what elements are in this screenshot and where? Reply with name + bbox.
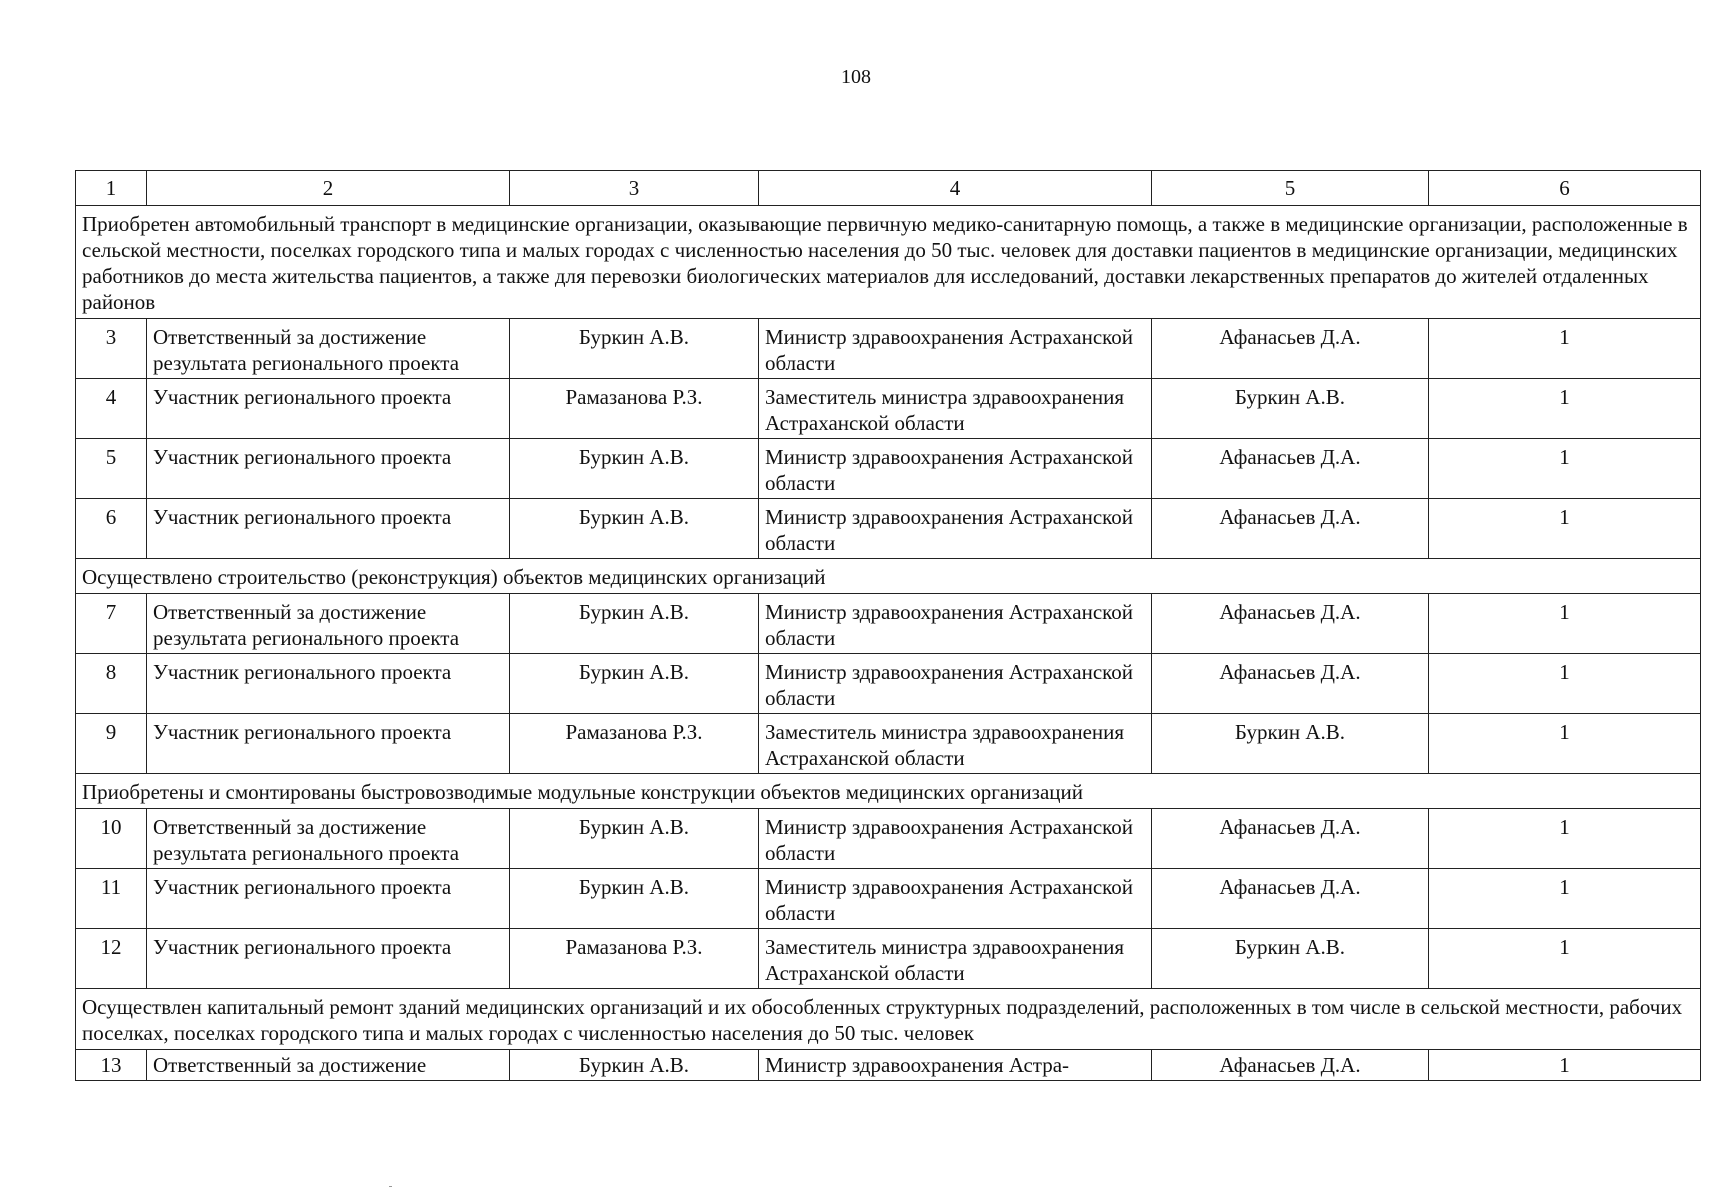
- responsible-name-cell: Буркин А.В.: [510, 439, 759, 499]
- row-number-cell: 8: [76, 654, 147, 714]
- role-cell: Участник регионального проекта: [147, 499, 510, 559]
- responsible-name-cell: Буркин А.В.: [510, 809, 759, 869]
- column-header-1: 1: [76, 171, 147, 206]
- row-number-cell: 6: [76, 499, 147, 559]
- role-cell: Участник регионального проекта: [147, 439, 510, 499]
- value-cell: 1: [1429, 499, 1701, 559]
- value-cell: 1: [1429, 319, 1701, 379]
- position-cell: Заместитель министра здравоохранения Астраханской области: [759, 714, 1152, 774]
- value-cell: 1: [1429, 594, 1701, 654]
- column-header-row: [76, 171, 1701, 206]
- responsible-name-cell: Буркин А.В.: [510, 499, 759, 559]
- row-number-cell: 4: [76, 379, 147, 439]
- role-cell: Ответственный за достижение результата регионального проекта: [147, 594, 510, 654]
- table-row: [76, 379, 1701, 439]
- responsible-name-cell: Буркин А.В.: [510, 319, 759, 379]
- table-body: [76, 171, 1701, 1081]
- responsible-name-cell: Буркин А.В.: [510, 654, 759, 714]
- value-cell: 1: [1429, 929, 1701, 989]
- section-title: Приобретен автомобильный транспорт в медицинские организации, оказывающие первичную медико-санитарную помощь, а также в медицинские организации, расположенные в сельской местности, поселках городского типа и малых городах с численностью населения до 50 тыс. человек для доставки пациентов в медицинские организации, медицинских работников до места жительства пациентов, а также для перевозки биологических материалов для исследований, доставки лекарственных препаратов до жителей отдаленных районов: [76, 206, 1701, 319]
- supervisor-cell: Афанасьев Д.А.: [1152, 869, 1429, 929]
- responsible-name-cell: Рамазанова Р.З.: [510, 714, 759, 774]
- supervisor-cell: Буркин А.В.: [1152, 929, 1429, 989]
- position-cell: Заместитель министра здравоохранения Астраханской области: [759, 929, 1152, 989]
- role-cell: Участник регионального проекта: [147, 379, 510, 439]
- responsible-name-cell: Буркин А.В.: [510, 594, 759, 654]
- table-row: [76, 1050, 1701, 1081]
- row-number-cell: 5: [76, 439, 147, 499]
- role-cell: Ответственный за достижение: [147, 1050, 510, 1081]
- page-number: 108: [841, 66, 871, 88]
- table-row: [76, 594, 1701, 654]
- role-cell: Участник регионального проекта: [147, 869, 510, 929]
- table-row: [76, 439, 1701, 499]
- value-cell: 1: [1429, 1050, 1701, 1081]
- section-row: [76, 559, 1701, 594]
- position-cell: Министр здравоохранения Астраханской области: [759, 499, 1152, 559]
- position-cell: Министр здравоохранения Астраханской области: [759, 654, 1152, 714]
- column-header-2: 2: [147, 171, 510, 206]
- column-header-5: 5: [1152, 171, 1429, 206]
- supervisor-cell: Афанасьев Д.А.: [1152, 654, 1429, 714]
- supervisor-cell: Афанасьев Д.А.: [1152, 1050, 1429, 1081]
- table-row: [76, 869, 1701, 929]
- value-cell: 1: [1429, 654, 1701, 714]
- row-number-cell: 10: [76, 809, 147, 869]
- table-row: [76, 499, 1701, 559]
- supervisor-cell: Афанасьев Д.А.: [1152, 809, 1429, 869]
- position-cell: Министр здравоохранения Астра-: [759, 1050, 1152, 1081]
- scan-speck: [389, 1186, 392, 1187]
- role-cell: Участник регионального проекта: [147, 714, 510, 774]
- value-cell: 1: [1429, 869, 1701, 929]
- section-title: Осуществлен капитальный ремонт зданий медицинских организаций и их обособленных структурных подразделений, расположенных в том числе в сельской местности, рабочих поселках, поселках городского типа и малых городах с численностью населения до 50 тыс. человек: [76, 989, 1701, 1050]
- responsible-name-cell: Буркин А.В.: [510, 869, 759, 929]
- row-number-cell: 11: [76, 869, 147, 929]
- responsibility-table: [75, 170, 1701, 1081]
- position-cell: Министр здравоохранения Астраханской области: [759, 319, 1152, 379]
- section-row: [76, 206, 1701, 319]
- position-cell: Заместитель министра здравоохранения Астраханской области: [759, 379, 1152, 439]
- supervisor-cell: Буркин А.В.: [1152, 379, 1429, 439]
- position-cell: Министр здравоохранения Астраханской области: [759, 439, 1152, 499]
- position-cell: Министр здравоохранения Астраханской области: [759, 869, 1152, 929]
- supervisor-cell: Буркин А.В.: [1152, 714, 1429, 774]
- table-row: [76, 714, 1701, 774]
- value-cell: 1: [1429, 439, 1701, 499]
- section-row: [76, 989, 1701, 1050]
- column-header-4: 4: [759, 171, 1152, 206]
- position-cell: Министр здравоохранения Астраханской области: [759, 809, 1152, 869]
- row-number-cell: 7: [76, 594, 147, 654]
- responsible-name-cell: Рамазанова Р.З.: [510, 929, 759, 989]
- supervisor-cell: Афанасьев Д.А.: [1152, 594, 1429, 654]
- column-header-3: 3: [510, 171, 759, 206]
- row-number-cell: 13: [76, 1050, 147, 1081]
- row-number-cell: 3: [76, 319, 147, 379]
- table-row: [76, 809, 1701, 869]
- table-row: [76, 654, 1701, 714]
- role-cell: Участник регионального проекта: [147, 654, 510, 714]
- section-title: Приобретены и смонтированы быстровозводимые модульные конструкции объектов медицинских организаций: [76, 774, 1701, 809]
- responsible-name-cell: Рамазанова Р.З.: [510, 379, 759, 439]
- column-header-6: 6: [1429, 171, 1701, 206]
- supervisor-cell: Афанасьев Д.А.: [1152, 499, 1429, 559]
- row-number-cell: 9: [76, 714, 147, 774]
- supervisor-cell: Афанасьев Д.А.: [1152, 439, 1429, 499]
- value-cell: 1: [1429, 379, 1701, 439]
- role-cell: Ответственный за достижение результата регионального проекта: [147, 809, 510, 869]
- value-cell: 1: [1429, 714, 1701, 774]
- responsible-name-cell: Буркин А.В.: [510, 1050, 759, 1081]
- table-row: [76, 319, 1701, 379]
- role-cell: Ответственный за достижение результата регионального проекта: [147, 319, 510, 379]
- role-cell: Участник регионального проекта: [147, 929, 510, 989]
- table-row: [76, 929, 1701, 989]
- row-number-cell: 12: [76, 929, 147, 989]
- section-title: Осуществлено строительство (реконструкция) объектов медицинских организаций: [76, 559, 1701, 594]
- section-row: [76, 774, 1701, 809]
- position-cell: Министр здравоохранения Астраханской области: [759, 594, 1152, 654]
- value-cell: 1: [1429, 809, 1701, 869]
- supervisor-cell: Афанасьев Д.А.: [1152, 319, 1429, 379]
